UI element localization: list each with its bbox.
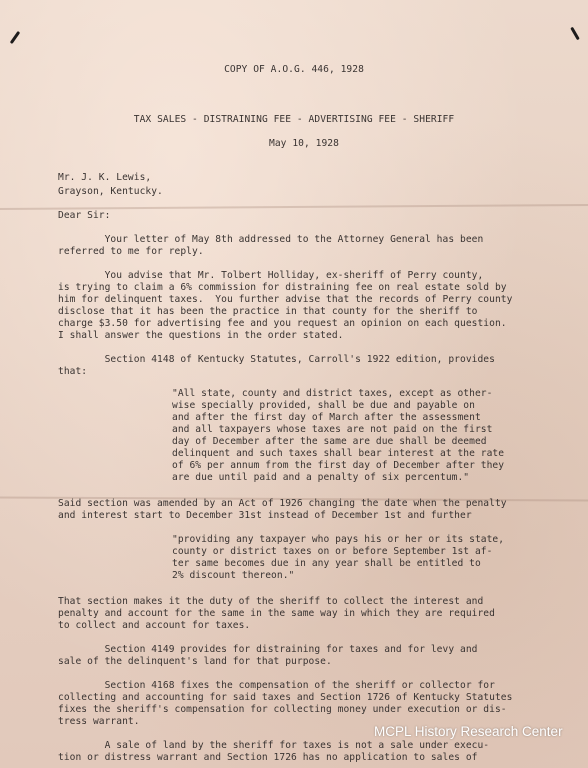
paragraph-line: is trying to claim a 6% commission for distraining fee on real estate sold by [58, 282, 507, 293]
watermark: MCPL History Research Center [374, 724, 563, 739]
paragraph-line: A sale of land by the sheriff for taxes is not a sale under execu- [58, 740, 490, 751]
paragraph-line: I shall answer the questions in the order stated. [58, 330, 344, 341]
paragraph-line: Section 4168 fixes the compensation of the sheriff or collector for [58, 680, 495, 691]
paragraph-line: tion or distress warrant and Section 1726 has no application to sales of [58, 752, 478, 763]
quote-line: and after the first day of March after the assessment [172, 412, 481, 423]
recipient-name: Mr. J. K. Lewis, [58, 172, 152, 183]
paragraph-line: Section 4148 of Kentucky Statutes, Carroll's 1922 edition, provides [58, 354, 495, 365]
quote-line: wise specially provided, shall be due and payable on [172, 400, 475, 411]
recipient-city: Grayson, Kentucky. [58, 186, 163, 197]
paragraph-line: Your letter of May 8th addressed to the Attorney General has been [58, 234, 484, 245]
quote-line: and all taxpayers whose taxes are not paid on the first [172, 424, 493, 435]
quote-line: 2% discount thereon." [172, 570, 295, 581]
paragraph-line: Section 4149 provides for distraining for taxes and for levy and [58, 644, 478, 655]
salutation: Dear Sir: [58, 210, 111, 221]
quote-line: are due until paid and a penalty of six percentum." [172, 472, 470, 483]
paragraph-line: collecting and accounting for said taxes and Section 1726 of Kentucky Statutes [58, 692, 513, 703]
quote-line: day of December after the same are due shall be deemed [172, 436, 487, 447]
quote-line: ter same becomes due in any year shall be entitled to [172, 558, 481, 569]
paragraph-line: to collect and account for taxes. [58, 620, 251, 631]
paragraph-line: penalty and account for the same in the same way in which they are required [58, 608, 495, 619]
paragraph-line: and interest start to December 31st instead of December 1st and further [58, 510, 472, 521]
paragraph-line: You advise that Mr. Tolbert Holliday, ex-sheriff of Perry county, [58, 270, 484, 281]
paragraph-line: Said section was amended by an Act of 1926 changing the date when the penalty [58, 498, 507, 509]
paragraph-line: that: [58, 366, 88, 377]
quote-line: county or district taxes on or before September 1st af- [172, 546, 493, 557]
quote-line: "providing any taxpayer who pays his or her or its state, [172, 534, 505, 545]
paragraph-line: tress warrant. [58, 716, 140, 727]
staple-hole-mark [570, 27, 580, 41]
paragraph-line: That section makes it the duty of the sheriff to collect the interest and [58, 596, 484, 607]
copy-line: COPY OF A.O.G. 446, 1928 [224, 64, 364, 75]
staple-hole-mark [10, 31, 20, 44]
quote-line: delinquent and such taxes shall bear interest at the rate [172, 448, 505, 459]
paragraph-line: fixes the sheriff's compensation for collecting money under execution or dis- [58, 704, 507, 715]
paragraph-line: referred to me for reply. [58, 246, 204, 257]
quote-line: of 6% per annum from the first day of December after they [172, 460, 505, 471]
letter-date: May 10, 1928 [269, 138, 339, 149]
paragraph-line: him for delinquent taxes. You further advise that the records of Perry county [58, 294, 513, 305]
paragraph-line: charge $3.50 for advertising fee and you request an opinion on each question. [58, 318, 507, 329]
quote-line: "All state, county and district taxes, except as other- [172, 388, 493, 399]
paragraph-line: sale of the delinquent's land for that purpose. [58, 656, 332, 667]
paragraph-line: disclose that it has been the practice in that county for the sheriff to [58, 306, 478, 317]
subject-line: TAX SALES - DISTRAINING FEE - ADVERTISING FEE - SHERIFF [133, 114, 455, 125]
